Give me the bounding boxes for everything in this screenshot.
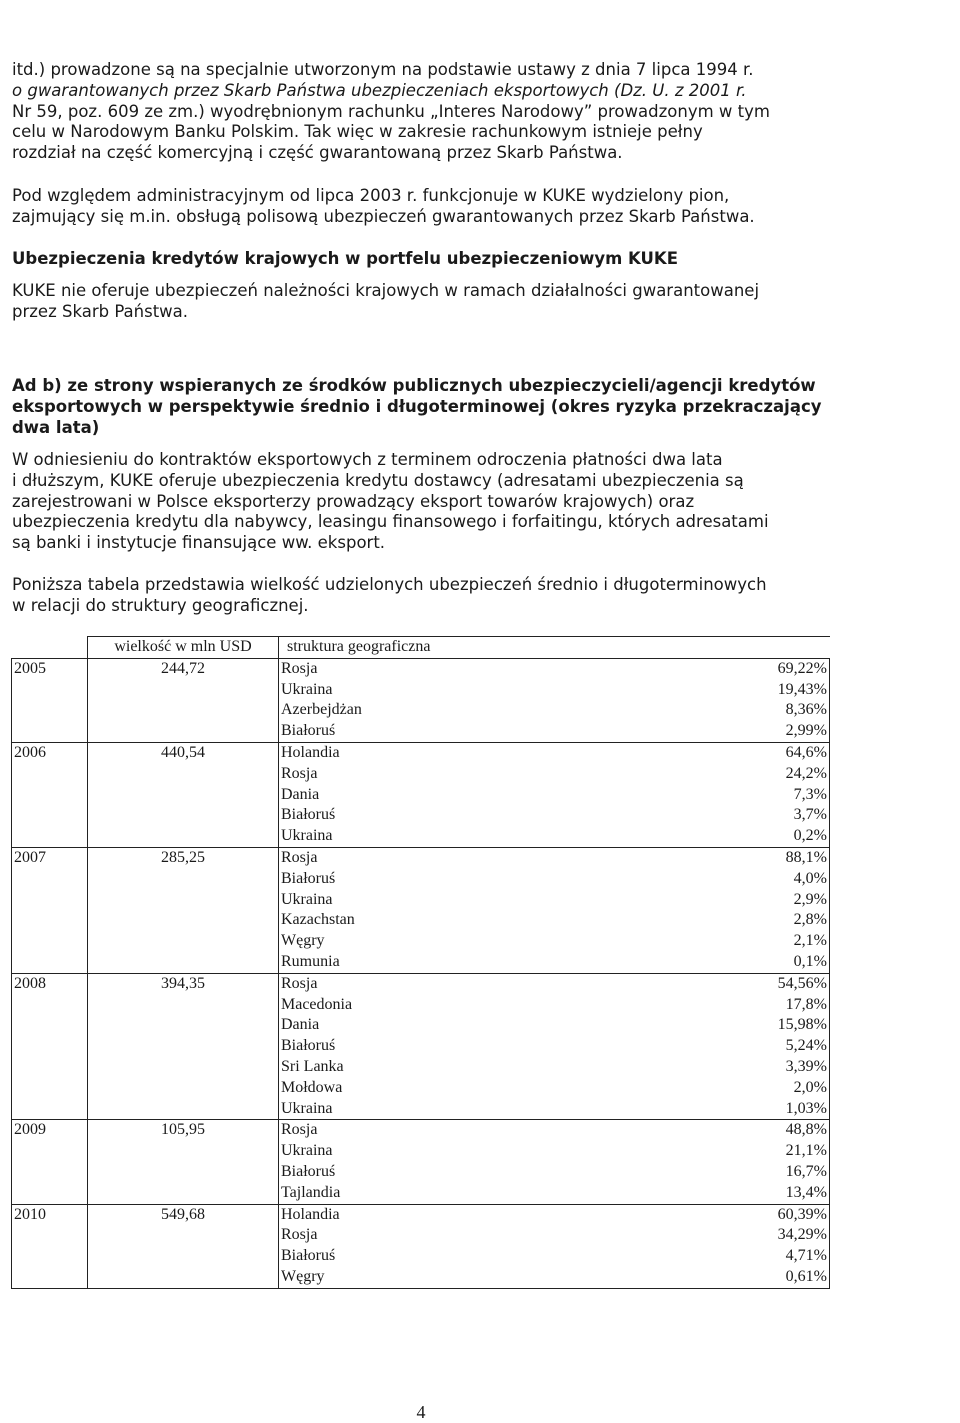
header-empty-cell bbox=[12, 637, 88, 659]
text-line: Ad b) ze strony wspieranych ze środków publicznych ubezpieczycieli/agencji kredytów bbox=[12, 376, 816, 395]
percent-cell: 21,1% bbox=[491, 1141, 830, 1162]
percent-cell: 2,9% bbox=[491, 890, 830, 911]
country-cell: Ukraina bbox=[279, 1141, 491, 1162]
country-cell: Ukraina bbox=[279, 1099, 491, 1120]
year-cell: 2008 bbox=[12, 973, 88, 994]
value-cell bbox=[88, 785, 279, 806]
country-cell: Rosja bbox=[279, 847, 491, 868]
table-row bbox=[12, 1036, 830, 1057]
table-row bbox=[12, 1267, 830, 1288]
percent-cell: 0,1% bbox=[491, 952, 830, 973]
year-cell: 2006 bbox=[12, 742, 88, 763]
year-cell bbox=[12, 952, 88, 973]
table-row bbox=[12, 910, 830, 931]
percent-cell: 4,71% bbox=[491, 1246, 830, 1267]
paragraph-export-contracts bbox=[12, 450, 830, 554]
value-cell bbox=[88, 805, 279, 826]
year-cell bbox=[12, 931, 88, 952]
table-row bbox=[12, 680, 830, 701]
year-cell bbox=[12, 700, 88, 721]
percent-cell: 4,0% bbox=[491, 869, 830, 890]
country-cell: Białoruś bbox=[279, 805, 491, 826]
percent-cell: 48,8% bbox=[491, 1120, 830, 1141]
percent-cell: 8,36% bbox=[491, 700, 830, 721]
value-cell bbox=[88, 764, 279, 785]
percent-cell: 54,56% bbox=[491, 973, 830, 994]
percent-cell: 5,24% bbox=[491, 1036, 830, 1057]
page-number: 4 bbox=[416, 1402, 426, 1422]
country-cell: Białoruś bbox=[279, 1246, 491, 1267]
value-cell bbox=[88, 952, 279, 973]
table-row bbox=[12, 847, 830, 868]
country-cell: Tajlandia bbox=[279, 1183, 491, 1204]
table-row bbox=[12, 1015, 830, 1036]
year-cell bbox=[12, 1078, 88, 1099]
country-cell: Białoruś bbox=[279, 1036, 491, 1057]
percent-cell: 2,99% bbox=[491, 721, 830, 742]
text-line: rozdział na część komercyjną i część gwarantowaną przez Skarb Państwa. bbox=[12, 143, 623, 163]
percent-cell: 7,3% bbox=[491, 785, 830, 806]
year-cell bbox=[12, 890, 88, 911]
paragraph-kuke-domestic bbox=[12, 281, 830, 323]
country-cell: Kazachstan bbox=[279, 910, 491, 931]
year-cell bbox=[12, 1267, 88, 1288]
year-cell bbox=[12, 910, 88, 931]
value-cell bbox=[88, 1141, 279, 1162]
table-row bbox=[12, 1099, 830, 1120]
table-row bbox=[12, 973, 830, 994]
table-row bbox=[12, 869, 830, 890]
year-cell: 2005 bbox=[12, 658, 88, 679]
country-cell: Dania bbox=[279, 1015, 491, 1036]
percent-cell: 19,43% bbox=[491, 680, 830, 701]
table-row bbox=[12, 1057, 830, 1078]
table-row bbox=[12, 1246, 830, 1267]
country-cell: Białoruś bbox=[279, 1162, 491, 1183]
value-cell: 244,72 bbox=[88, 658, 279, 679]
year-cell bbox=[12, 721, 88, 742]
table-row bbox=[12, 721, 830, 742]
year-cell bbox=[12, 1099, 88, 1120]
table-row bbox=[12, 658, 830, 679]
value-cell bbox=[88, 1078, 279, 1099]
country-cell: Ukraina bbox=[279, 680, 491, 701]
table-row bbox=[12, 995, 830, 1016]
country-cell: Rosja bbox=[279, 1120, 491, 1141]
header-value-cell: wielkość w mln USD bbox=[88, 637, 279, 659]
value-cell bbox=[88, 910, 279, 931]
percent-cell: 88,1% bbox=[491, 847, 830, 868]
table-row bbox=[12, 890, 830, 911]
year-cell bbox=[12, 1246, 88, 1267]
percent-cell: 13,4% bbox=[491, 1183, 830, 1204]
percent-cell: 1,03% bbox=[491, 1099, 830, 1120]
text-line: dwa lata) bbox=[12, 417, 100, 437]
value-cell bbox=[88, 721, 279, 742]
percent-cell: 2,1% bbox=[491, 931, 830, 952]
table-row bbox=[12, 785, 830, 806]
year-cell bbox=[12, 680, 88, 701]
text-line: zarejestrowani w Polsce eksporterzy prowadzący eksport towarów krajowych) oraz bbox=[12, 491, 695, 511]
table-row bbox=[12, 764, 830, 785]
percent-cell: 60,39% bbox=[491, 1204, 830, 1225]
country-cell: Holandia bbox=[279, 742, 491, 763]
value-cell: 105,95 bbox=[88, 1120, 279, 1141]
country-cell: Białoruś bbox=[279, 869, 491, 890]
table-row bbox=[12, 931, 830, 952]
value-cell bbox=[88, 1267, 279, 1288]
year-cell: 2007 bbox=[12, 847, 88, 868]
value-cell: 549,68 bbox=[88, 1204, 279, 1225]
value-cell bbox=[88, 1246, 279, 1267]
year-cell: 2009 bbox=[12, 1120, 88, 1141]
table-row bbox=[12, 742, 830, 763]
year-cell bbox=[12, 1036, 88, 1057]
text-line: i dłuższym, KUKE oferuje ubezpieczenia kredytu dostawcy (adresatami ubezpieczenia są bbox=[12, 470, 744, 490]
percent-cell: 2,0% bbox=[491, 1078, 830, 1099]
text-line: Ubezpieczenia kredytów krajowych w portfelu ubezpieczeniowym KUKE bbox=[12, 249, 678, 268]
year-cell bbox=[12, 995, 88, 1016]
table-row bbox=[12, 700, 830, 721]
text-line: eksportowych w perspektywie średnio i długoterminowej (okres ryzyka przekraczający bbox=[12, 396, 822, 416]
table-row bbox=[12, 952, 830, 973]
year-cell bbox=[12, 1162, 88, 1183]
section-heading-domestic-credit bbox=[12, 249, 830, 270]
text-line: KUKE nie oferuje ubezpieczeń należności krajowych w ramach działalności gwarantowanej bbox=[12, 281, 760, 300]
percent-cell: 34,29% bbox=[491, 1225, 830, 1246]
table-row bbox=[12, 805, 830, 826]
year-cell bbox=[12, 1141, 88, 1162]
table-header-row bbox=[12, 637, 830, 659]
geographic-structure-table bbox=[11, 636, 830, 1289]
country-cell: Macedonia bbox=[279, 995, 491, 1016]
text-line: przez Skarb Państwa. bbox=[12, 301, 189, 321]
text-line: w relacji do struktury geograficznej. bbox=[12, 595, 309, 615]
value-cell bbox=[88, 700, 279, 721]
country-cell: Azerbejdżan bbox=[279, 700, 491, 721]
value-cell bbox=[88, 1057, 279, 1078]
value-cell bbox=[88, 1183, 279, 1204]
value-cell bbox=[88, 1225, 279, 1246]
table-row bbox=[12, 1120, 830, 1141]
text-line: Pod względem administracyjnym od lipca 2003 r. funkcjonuje w KUKE wydzielony pion, bbox=[12, 186, 730, 205]
table-row bbox=[12, 1183, 830, 1204]
country-cell: Rosja bbox=[279, 658, 491, 679]
table-row bbox=[12, 1204, 830, 1225]
table-row bbox=[12, 826, 830, 847]
year-cell bbox=[12, 785, 88, 806]
percent-cell: 2,8% bbox=[491, 910, 830, 931]
percent-cell: 64,6% bbox=[491, 742, 830, 763]
year-cell bbox=[12, 1057, 88, 1078]
text-line: Nr 59, poz. 609 ze zm.) wyodrębnionym rachunku „Interes Narodowy” prowadzonym w tym bbox=[12, 101, 770, 121]
percent-cell: 15,98% bbox=[491, 1015, 830, 1036]
country-cell: Dania bbox=[279, 785, 491, 806]
value-cell bbox=[88, 1036, 279, 1057]
year-cell bbox=[12, 1015, 88, 1036]
year-cell: 2010 bbox=[12, 1204, 88, 1225]
value-cell bbox=[88, 869, 279, 890]
value-cell bbox=[88, 995, 279, 1016]
year-cell bbox=[12, 764, 88, 785]
table-row bbox=[12, 1141, 830, 1162]
table-row bbox=[12, 1162, 830, 1183]
country-cell: Węgry bbox=[279, 1267, 491, 1288]
value-cell: 394,35 bbox=[88, 973, 279, 994]
value-cell bbox=[88, 931, 279, 952]
country-cell: Mołdowa bbox=[279, 1078, 491, 1099]
paragraph-table-intro bbox=[12, 575, 830, 617]
text-line: o gwarantowanych przez Skarb Państwa ubezpieczeniach eksportowych (Dz. U. z 2001 r. bbox=[12, 80, 747, 100]
text-line: Poniższa tabela przedstawia wielkość udzielonych ubezpieczeń średnio i długoterminowych bbox=[12, 575, 767, 594]
value-cell bbox=[88, 1099, 279, 1120]
percent-cell: 0,2% bbox=[491, 826, 830, 847]
paragraph-administrative-division bbox=[12, 186, 830, 228]
country-cell: Ukraina bbox=[279, 826, 491, 847]
paragraph-interes-narodowy bbox=[12, 60, 830, 164]
text-line: W odniesieniu do kontraktów eksportowych z terminem odroczenia płatności dwa lata bbox=[12, 450, 723, 469]
year-cell bbox=[12, 1183, 88, 1204]
country-cell: Rumunia bbox=[279, 952, 491, 973]
country-cell: Białoruś bbox=[279, 721, 491, 742]
percent-cell: 16,7% bbox=[491, 1162, 830, 1183]
country-cell: Holandia bbox=[279, 1204, 491, 1225]
text-line: zajmujący się m.in. obsługą polisową ubezpieczeń gwarantowanych przez Skarb Państwa. bbox=[12, 206, 755, 226]
year-cell bbox=[12, 1225, 88, 1246]
percent-cell: 3,39% bbox=[491, 1057, 830, 1078]
text-line: itd.) prowadzone są na specjalnie utworzonym na podstawie ustawy z dnia 7 lipca 1994 r. bbox=[12, 60, 754, 79]
country-cell: Węgry bbox=[279, 931, 491, 952]
text-line: ubezpieczenia kredytu dla nabywcy, leasingu finansowego i forfaitingu, których adresatami bbox=[12, 512, 769, 532]
value-cell: 285,25 bbox=[88, 847, 279, 868]
country-cell: Rosja bbox=[279, 764, 491, 785]
percent-cell: 69,22% bbox=[491, 658, 830, 679]
year-cell bbox=[12, 805, 88, 826]
percent-cell: 3,7% bbox=[491, 805, 830, 826]
value-cell bbox=[88, 1162, 279, 1183]
percent-cell: 17,8% bbox=[491, 995, 830, 1016]
text-line: celu w Narodowym Banku Polskim. Tak więc w zakresie rachunkowym istnieje pełny bbox=[12, 122, 703, 142]
percent-cell: 0,61% bbox=[491, 1267, 830, 1288]
country-cell: Rosja bbox=[279, 1225, 491, 1246]
section-heading-ad-b bbox=[12, 376, 830, 438]
table-row bbox=[12, 1225, 830, 1246]
value-cell bbox=[88, 890, 279, 911]
percent-cell: 24,2% bbox=[491, 764, 830, 785]
value-cell bbox=[88, 826, 279, 847]
year-cell bbox=[12, 869, 88, 890]
value-cell: 440,54 bbox=[88, 742, 279, 763]
header-structure-cell: struktura geograficzna bbox=[279, 637, 830, 659]
country-cell: Ukraina bbox=[279, 890, 491, 911]
country-cell: Rosja bbox=[279, 973, 491, 994]
country-cell: Sri Lanka bbox=[279, 1057, 491, 1078]
value-cell bbox=[88, 1015, 279, 1036]
text-line: są banki i instytucje finansujące ww. eksport. bbox=[12, 533, 386, 553]
table-row bbox=[12, 1078, 830, 1099]
year-cell bbox=[12, 826, 88, 847]
value-cell bbox=[88, 680, 279, 701]
